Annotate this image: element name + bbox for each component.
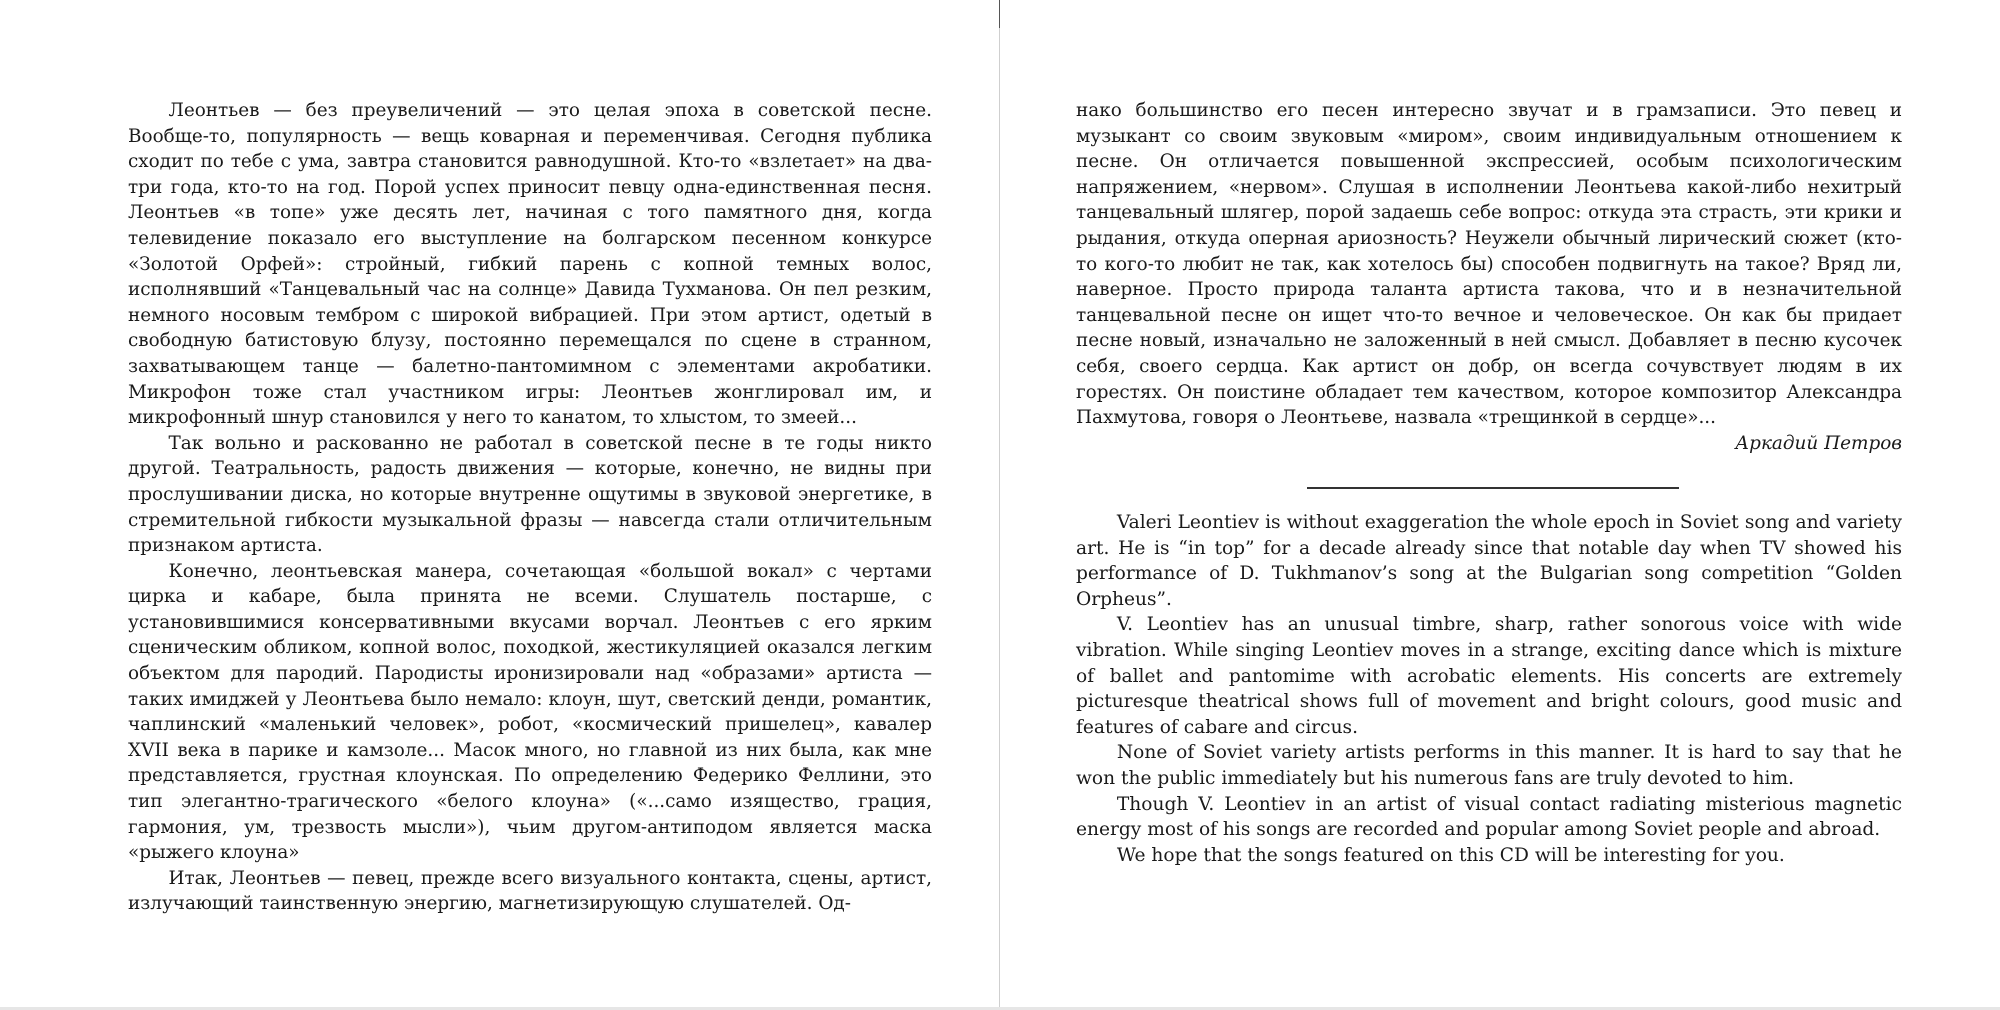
- paragraph-ru-2: Так вольно и раскованно не работал в советской песне в те годы никто другой. Театральность, радость движения — которые, конечно, не видны при прослушивании диска, но которые внутренне ощутимы в звуковой энергетике, в стремительной гибкости музыкальной фразы — навсегда стали отличительным признаком артиста.: [128, 432, 932, 557]
- paragraph-ru-4: Итак, Леонтьев — певец, прежде всего визуального контакта, сцены, артист, излучающий таинственную энергию, магнетизирующую слушателей. Од-: [128, 867, 932, 915]
- russian-text-column-right: [1076, 98, 1902, 456]
- russian-text-column-left: [128, 98, 932, 917]
- paragraph-en-2: V. Leontiev has an unusual timbre, sharp, rather sonorous voice with wide vibration. While singing Leontiev moves in a strange, exciting dance which is mixture of ballet and pantomime with acrobatic elements. His concerts are extremely picturesque theatrical shows full of movement and bright colours, good music and features of cabare and circus.: [1076, 614, 1902, 738]
- paragraph-en-3: None of Soviet variety artists performs in this manner. It is hard to say that he won the public immediately but his numerous fans are truly devoted to him.: [1076, 742, 1902, 789]
- paragraph-en-5: We hope that the songs featured on this CD will be interesting for you.: [1116, 844, 1785, 866]
- paragraph-ru-1: Леонтьев — без преувеличений — это целая эпоха в советской песне. Вообще-то, популярность — вещь коварная и переменчивая. Сегодня публика сходит по тебе с ума, завтра становится равнодушной. Кто-то «взлетает» на два-три года, кто-то на год. Порой успех приносит певцу одна-единственная песня. Леонтьев «в топе» уже десять лет, начиная с того памятного дня, когда телевидение показало его выступление на болгарском песенном конкурсе «Золотой Орфей»: стройный, гибкий парень с копной темных волос, исполнявший «Танцевальный час на солнце» Давида Тухманова. Он пел резким, немного носовым тембром с широкой вибрацией. При этом артист, одетый в свободную батистовую блузу, постоянно перемещался по сцене в странном, захватывающем танце — балетно-пантомимном с элементами акробатики. Микрофон тоже стал участником игры: Леонтьев жонглировал им, и микрофонный шнур становился у него то канатом, то хлыстом, то змеей...: [128, 100, 932, 429]
- paragraph-ru-3: Конечно, леонтьевская манера, сочетающая «большой вокал» с чертами цирка и кабаре, была принята не всеми. Слушатель постарше, с установившимися консервативными вкусами ворчал. Леонтьев с его ярким сценическим обликом, копной волос, походкой, жестикуляцией оказался легким объектом для пародий. Пародисты иронизировали над «образами» артиста — таких имиджей у Леонтьева было немало: клоун, шут, светский денди, романтик, чаплинский «маленький человек», робот, «космический пришелец», кавалер XVII века в парике и камзоле... Масок много, но главной из них была, как мне представляется, грустная клоунская. По определению Федерико Феллини, это тип элегантно-трагического «белого клоуна» («...само изящество, грация, гармония, ум, трезвость мысли»), чьим другом-антиподом является маска «рыжего клоуна»: [128, 560, 932, 864]
- author-signature: Аркадий Петров: [1735, 432, 1902, 454]
- english-text-column: [1076, 510, 1902, 868]
- paragraph-ru-continuation: нако большинство его песен интересно звучат и в грамзаписи. Это певец и музыкант со своим звуковым «миром», своим индивидуальным отношением к песне. Он отличается повышенной экспрессией, особым психологическим напряжением, «нервом». Слушая в исполнении Леонтьева какой-либо нехитрый танцевальный шлягер, порой задаешь себе вопрос: откуда эта страсть, эти крики и рыдания, откуда оперная ариозность? Неужели обычный лирический сюжет (кто-то кого-то любит не так, как хотелось бы) способен подвигнуть на такое? Вряд ли, наверное. Просто природа таланта артиста такова, что и в незначительной танцевальной песне он ищет что-то вечное и человеческое. Он как бы придает песне новый, изначально не заложенный в ней смысл. Добавляет в песню кусочек себя, своего сердца. Как артист он добр, он всегда сочувствует людям в их горестях. Он поистине обладает тем качеством, которое композитор Александра Пахмутова, говоря о Леонтьеве, назвала «трещинкой в сердце»...: [1076, 100, 1902, 429]
- paragraph-en-4: Though V. Leontiev in an artist of visual contact radiating misterious magnetic energy most of his songs are recorded and popular among Soviet people and abroad.: [1076, 793, 1902, 841]
- section-separator-rule: [1307, 487, 1679, 489]
- left-page: [0, 0, 999, 1010]
- paragraph-en-1: Valeri Leontiev is without exaggeration the whole epoch in Soviet song and variety art. He is “in top” for a decade already since that notable day when TV showed his performance of D. Tukhmanov’s song at the Bulgarian song competition “Golden Orpheus”.: [1076, 512, 1902, 610]
